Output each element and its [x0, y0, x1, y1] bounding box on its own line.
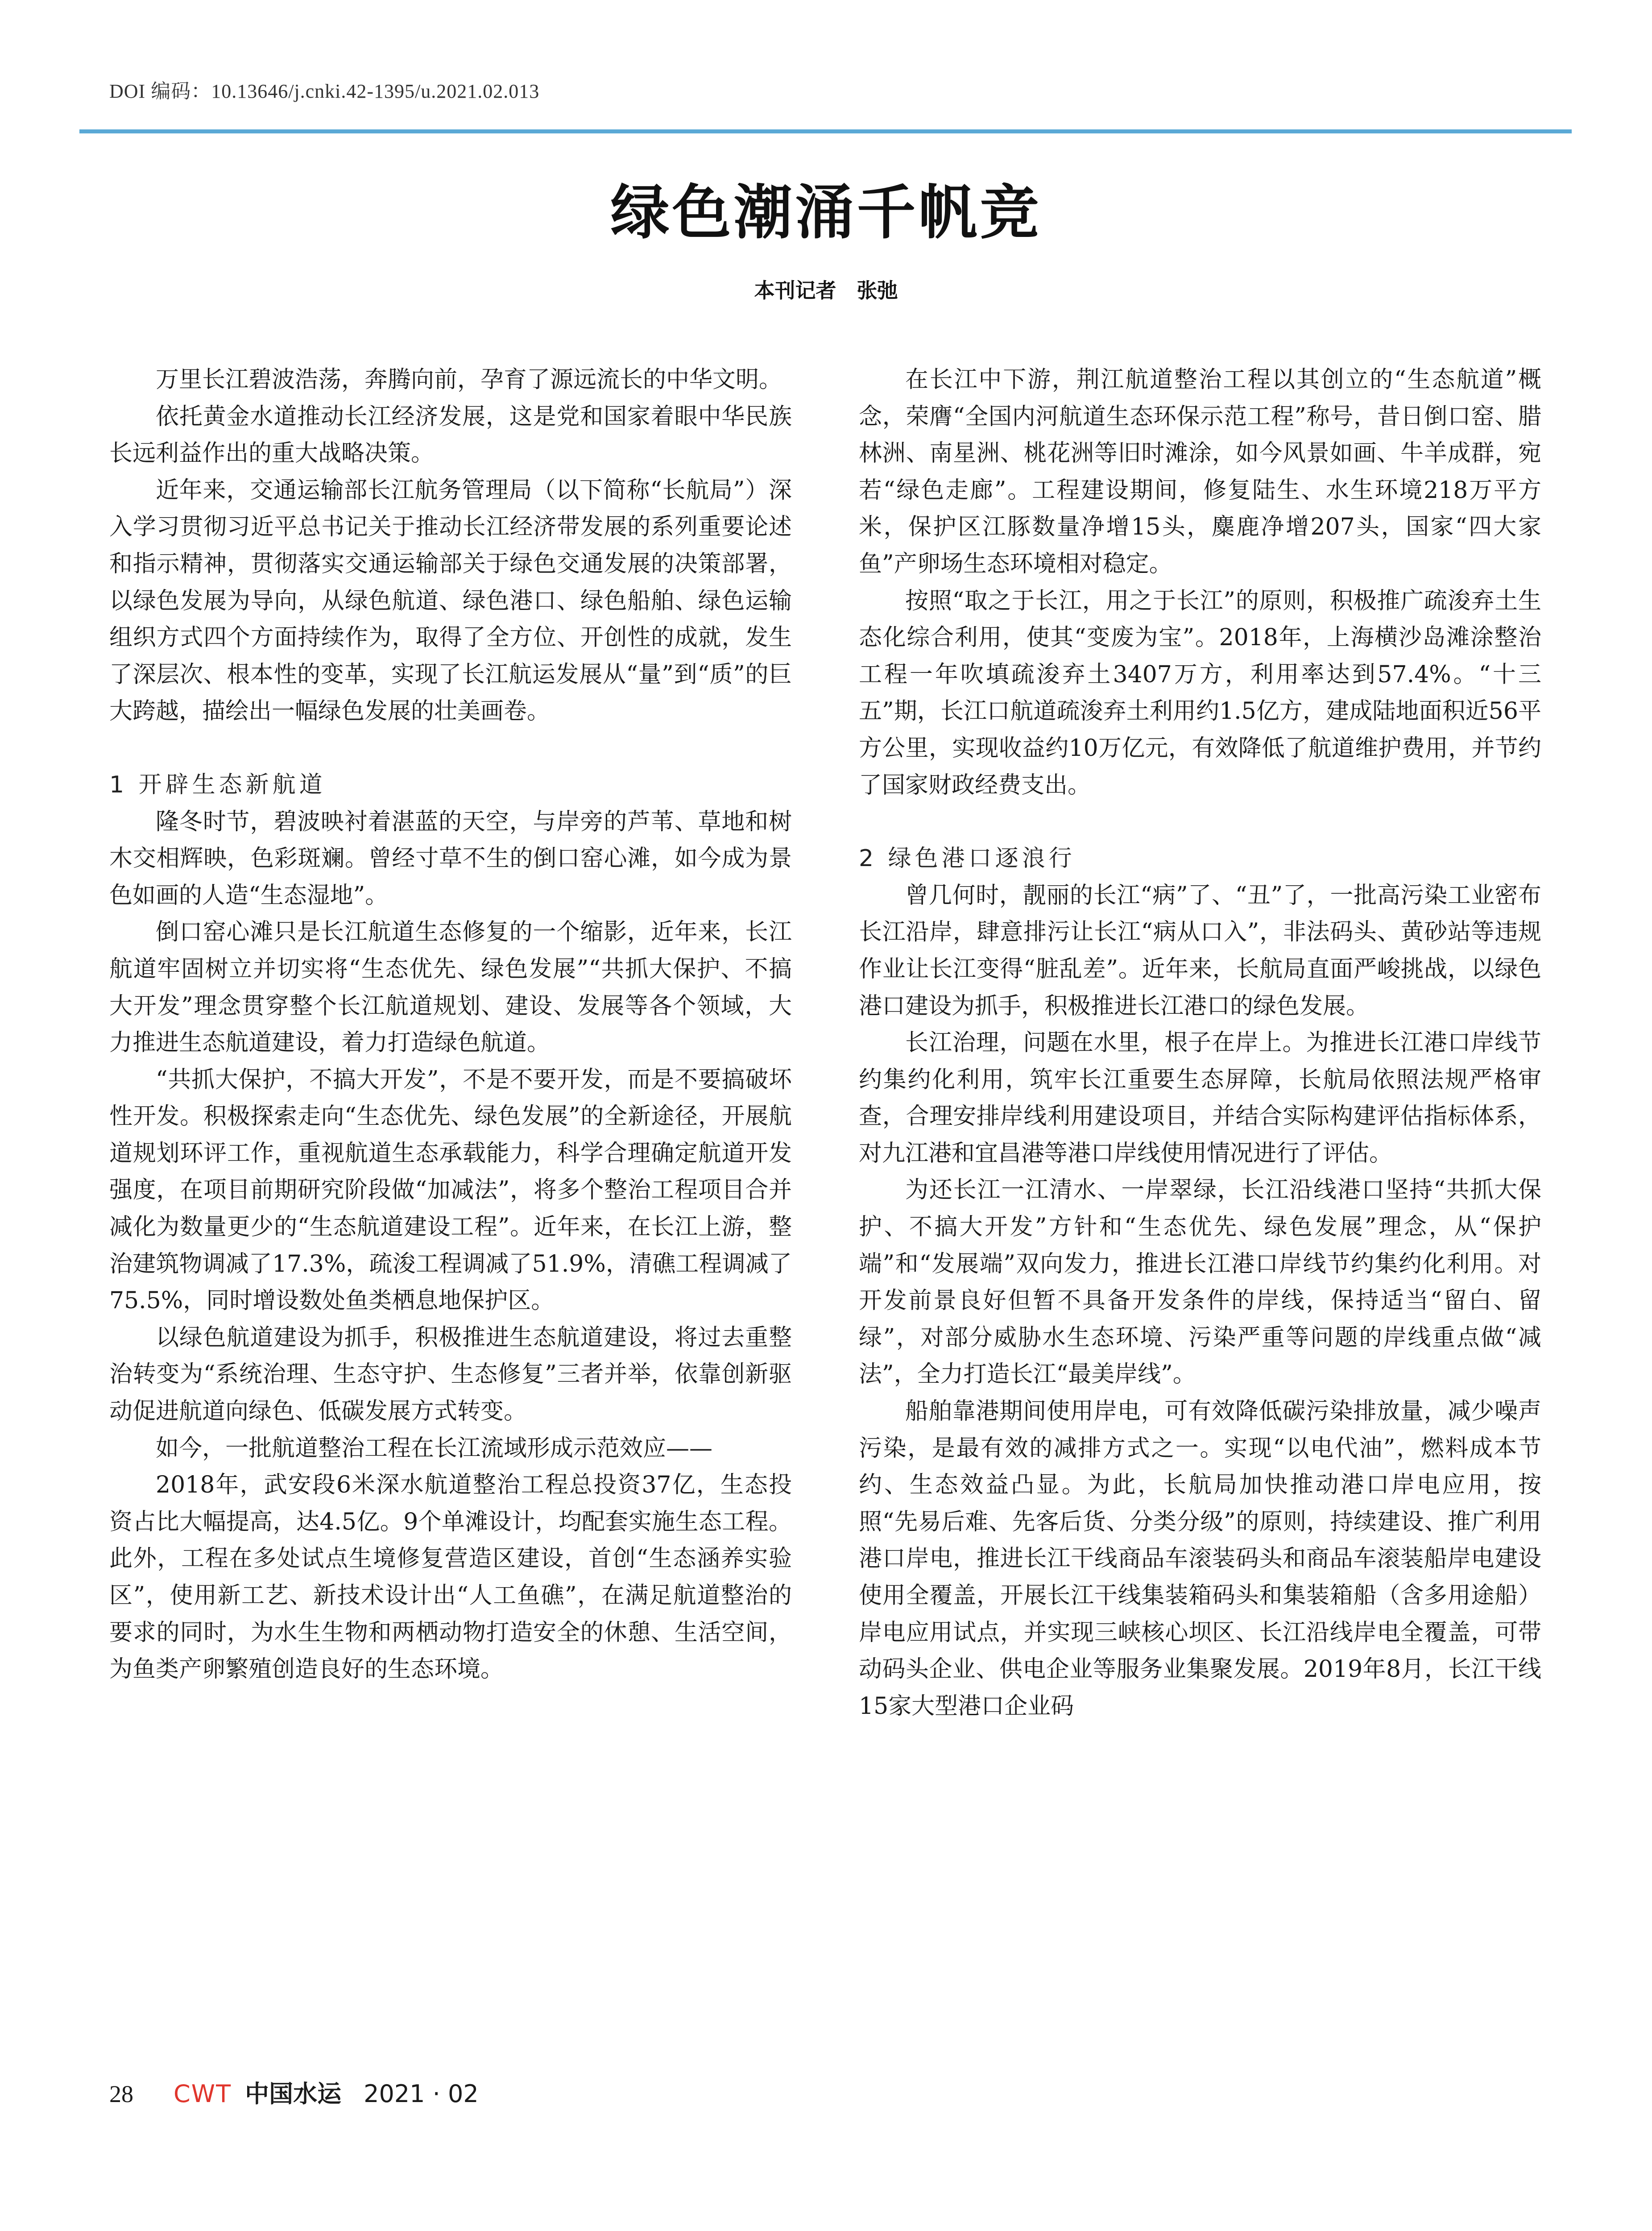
byline: 本刊记者 张弛: [754, 278, 898, 303]
body-paragraph: “共抓大保护，不搞大开发”，不是不要开发，而是不要搞破坏性开发。积极探索走向“生态优先、绿色发展”的全新途径，开展航道规划环评工作，重视航道生态承载能力，科学合理确定航道开发强度，在项目前期研究阶段做“加减法”，将多个整治工程项目合并减化为数量更少的“生态航道建设工程”。近年来，在长江上游，整治建筑物调减了17.3%，疏浚工程调减了51.9%，清礁工程调减了75.5%，同时增设数处鱼类栖息地保护区。: [109, 1066, 792, 1315]
body-paragraph: 万里长江碧波浩荡，奔腾向前，孕育了源远流长的中华文明。: [156, 366, 783, 393]
body-paragraph: 为还长江一江清水、一岸翠绿，长江沿线港口坚持“共抓大保护、不搞大开发”方针和“生态优先、绿色发展”理念，从“保护端”和“发展端”双向发力，推进长江港口岸线节约集约化利用。对开发前景良好但暂不具备开发条件的岸线，保持适当“留白、留绿”，对部分威胁水生态环境、污染严重等问题的岸线重点做“减法”，全力打造长江“最美岸线”。: [859, 1177, 1541, 1388]
article-title: 绿色潮涌千帆竞: [610, 178, 1042, 247]
body-paragraph: 按照“取之于长江，用之于长江”的原则，积极推广疏浚弃土生态化综合利用，使其“变废为宝”。2018年，上海横沙岛滩涂整治工程一年吹填疏浚弃土3407万方，利用率达到57.4%。“十三五”期，长江口航道疏浚弃土利用约1.5亿方，建成陆地面积近56平方公里，实现收益约10万亿元，有效降低了航道维护费用，并节约了国家财政经费支出。: [859, 587, 1541, 799]
page-number: 28: [109, 2081, 133, 2107]
page-footer: [109, 2075, 479, 2109]
right-column: [859, 361, 1541, 1725]
body-paragraph: 近年来，交通运输部长江航务管理局（以下简称“长航局”）深入学习贯彻习近平总书记关于推动长江经济带发展的系列重要论述和指示精神，贯彻落实交通运输部关于绿色交通发展的决策部署，以绿色发展为导向，从绿色航道、绿色港口、绿色船舶、绿色运输组织方式四个方面持续作为，取得了全方位、开创性的成就，发生了深层次、根本性的变革，实现了长江航运发展从“量”到“质”的巨大跨越，描绘出一幅绿色发展的壮美画卷。: [109, 477, 792, 725]
body-paragraph: 倒口窑心滩只是长江航道生态修复的一个缩影，近年来，长江航道牢固树立并切实将“生态优先、绿色发展”“共抓大保护、不搞大开发”理念贯穿整个长江航道规划、建设、发展等各个领域，大力推进生态航道建设，着力打造绿色航道。: [109, 919, 792, 1057]
body-paragraph: 隆冬时节，碧波映衬着湛蓝的天空，与岸旁的芦苇、草地和树木交相辉映，色彩斑斓。曾经寸草不生的倒口窑心滩，如今成为景色如画的人造“生态湿地”。: [109, 808, 792, 909]
body-paragraph: 长江治理，问题在水里，根子在岸上。为推进长江港口岸线节约集约化利用，筑牢长江重要生态屏障，长航局依照法规严格审查，合理安排岸线利用建设项目，并结合实际构建评估指标体系，对九江港和宜昌港等港口岸线使用情况进行了评估。: [859, 1029, 1541, 1167]
issue-number: 2021 · 02: [364, 2080, 479, 2108]
left-column: [109, 361, 792, 1688]
section-gap: [109, 730, 792, 767]
body-paragraph: 以绿色航道建设为抓手，积极推进生态航道建设，将过去重整治转变为“系统治理、生态守护、生态修复”三者并举，依靠创新驱动促进航道向绿色、低碳发展方式转变。: [109, 1324, 792, 1425]
body-paragraph: 船舶靠港期间使用岸电，可有效降低碳污染排放量，减少噪声污染，是最有效的减排方式之一。实现“以电代油”，燃料成本节约、生态效益凸显。为此，长航局加快推动港口岸电应用，按照“先易后难、先客后货、分类分级”的原则，持续建设、推广利用港口岸电，推进长江干线商品车滚装码头和商品车滚装船岸电建设使用全覆盖，开展长江干线集装箱码头和集装箱船（含多用途船）岸电应用试点，并实现三峡核心坝区、长江沿线岸电全覆盖，可带动码头企业、供电企业等服务业集聚发展。2019年8月，长江干线15家大型港口企业码: [859, 1398, 1541, 1720]
brand-logo: CWT: [174, 2080, 232, 2108]
body-paragraph: 如今，一批航道整治工程在长江流域形成示范效应——: [156, 1435, 713, 1462]
section-heading: 2 绿色港口逐浪行: [859, 845, 1076, 872]
body-paragraph: 依托黄金水道推动长江经济发展，这是党和国家着眼中华民族长远利益作出的重大战略决策。: [109, 403, 792, 467]
body-paragraph: 2018年，武安段6米深水航道整治工程总投资37亿，生态投资占比大幅提高，达4.5亿。9个单滩设计，均配套实施生态工程。此外，工程在多处试点生境修复营造区建设，首创“生态涵养实验区”，使用新工艺、新技术设计出“人工鱼礁”，在满足航道整治的要求的同时，为水生生物和两栖动物打造安全的休憩、生活空间，为鱼类产卵繁殖创造良好的生态环境。: [109, 1472, 792, 1683]
doi-line: DOI 编码：10.13646/j.cnki.42-1395/u.2021.02.013: [109, 80, 540, 102]
magazine-name: 中国水运: [245, 2079, 342, 2108]
section-heading: 1 开辟生态新航道: [109, 771, 326, 798]
section-gap: [859, 804, 1541, 840]
body-paragraph: 曾几何时，靓丽的长江“病”了、“丑”了，一批高污染工业密布长江沿岸，肆意排污让长江“病从口入”，非法码头、黄砂站等违规作业让长江变得“脏乱差”。近年来，长航局直面严峻挑战，以绿色港口建设为抓手，积极推进长江港口的绿色发展。: [859, 882, 1541, 1020]
header-rule: [79, 129, 1572, 133]
body-paragraph: 在长江中下游，荆江航道整治工程以其创立的“生态航道”概念，荣膺“全国内河航道生态环保示范工程”称号，昔日倒口窑、腊林洲、南星洲、桃花洲等旧时滩涂，如今风景如画、牛羊成群，宛若“绿色走廊”。工程建设期间，修复陆生、水生环境218万平方米，保护区江豚数量净增15头，麋鹿净增207头，国家“四大家鱼”产卵场生态环境相对稳定。: [859, 366, 1541, 577]
